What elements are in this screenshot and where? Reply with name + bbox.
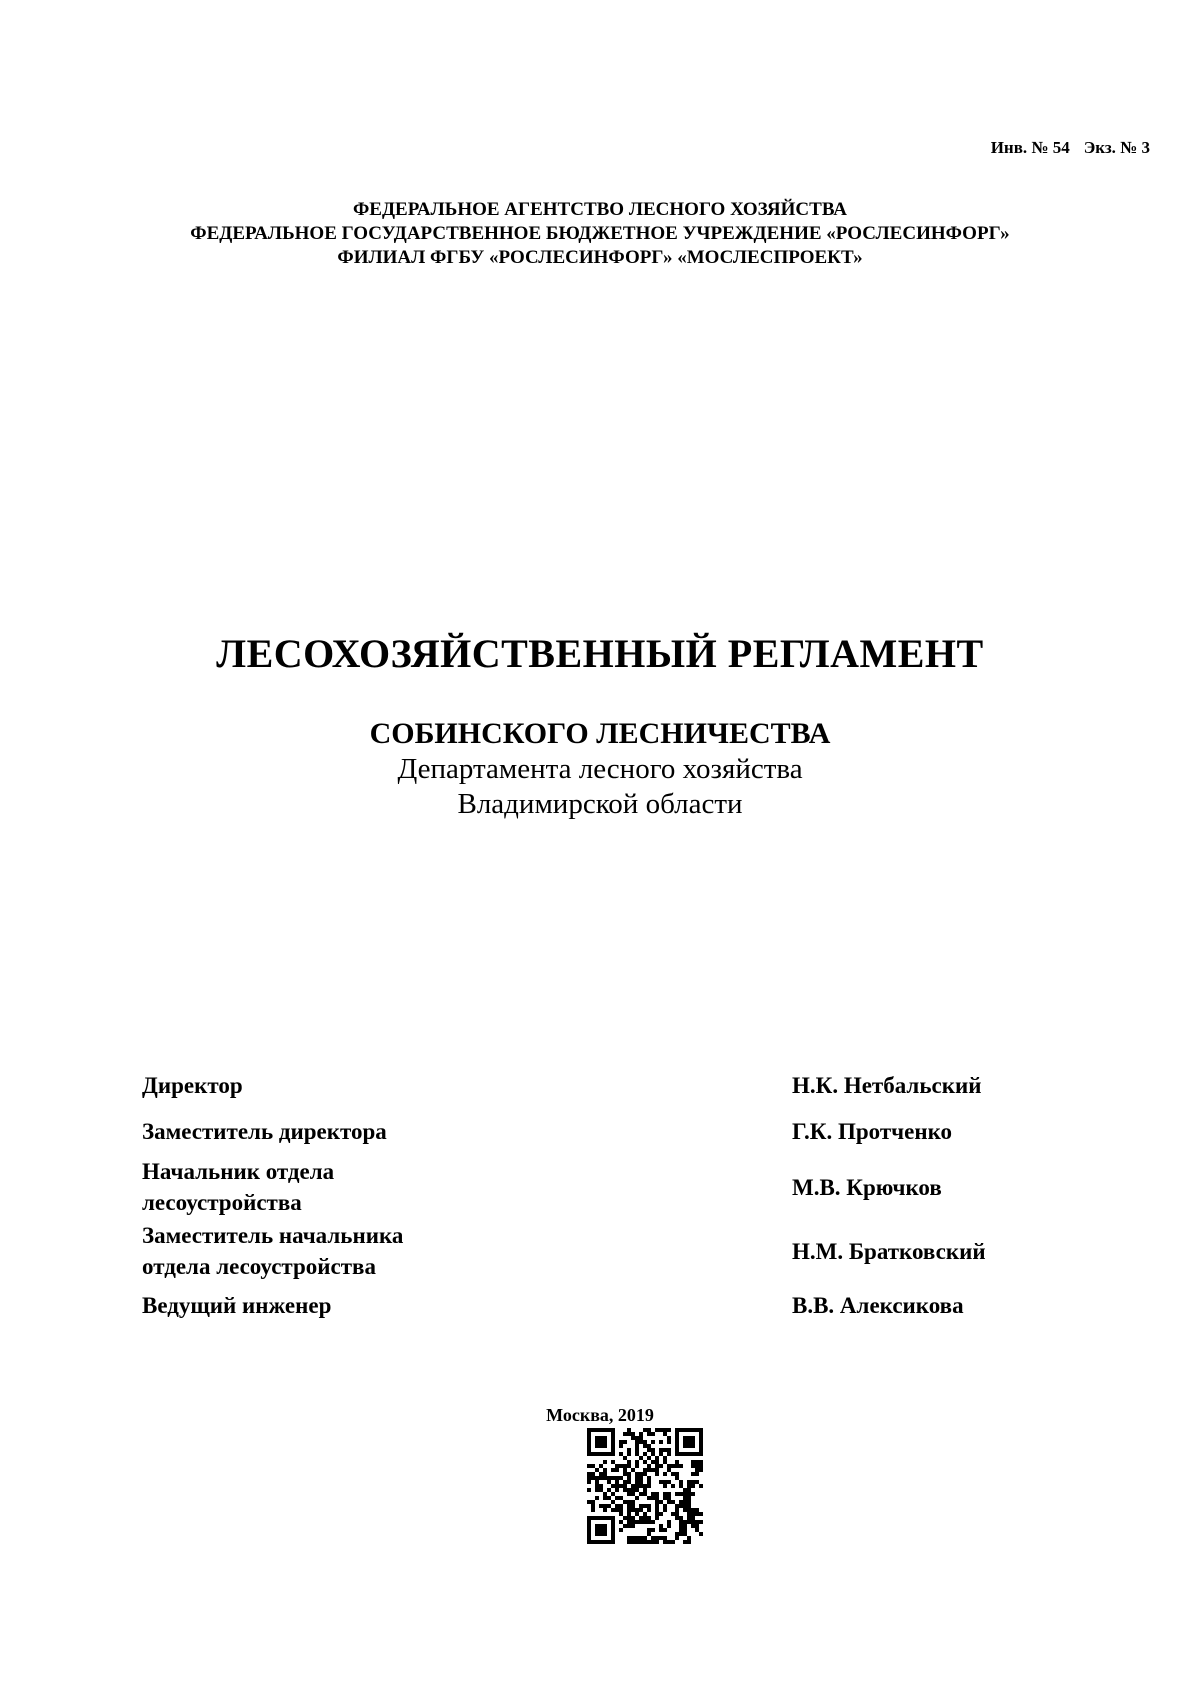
forestry-name: СОБИНСКОГО ЛЕСНИЧЕСТВА (369, 717, 831, 750)
inventory-number (991, 138, 1150, 158)
subtitle-block (0, 716, 1200, 822)
signatory-name: М.В. Крючков (792, 1174, 942, 1200)
signatory-name: Н.К. Нетбальский (792, 1073, 982, 1098)
signatory-role: Начальник отдела лесоустройства (142, 1159, 335, 1215)
organization-block (0, 198, 1200, 270)
document-title: ЛЕСОХОЗЯЙСТВЕННЫЙ РЕГЛАМЕНТ (216, 631, 984, 676)
org-line-1: ФЕДЕРАЛЬНОЕ АГЕНТСТВО ЛЕСНОГО ХОЗЯЙСТВА (352, 199, 848, 220)
signatory-row (142, 1116, 1082, 1147)
signatory-name: В.В. Алексикова (792, 1293, 964, 1318)
copy-label: Экз. № 3 (1083, 138, 1150, 157)
signatory-name: Н.М. Братковский (792, 1238, 986, 1264)
inventory-label: Инв. № 54 (990, 138, 1070, 157)
department-name: Департамента лесного хозяйства (397, 753, 803, 785)
city-year: Москва, 2019 (546, 1405, 654, 1425)
org-line-3: ФИЛИАЛ ФГБУ «РОСЛЕСИНФОРГ» «МОСЛЕСПРОЕКТ» (337, 247, 863, 268)
signatory-row (142, 1156, 1082, 1218)
signatory-row (142, 1290, 1082, 1321)
signatory-row (142, 1070, 1082, 1101)
signatory-name: Г.К. Протченко (792, 1119, 953, 1144)
org-line-2: ФЕДЕРАЛЬНОЕ ГОСУДАРСТВЕННОЕ БЮДЖЕТНОЕ УЧРЕЖДЕНИЕ «РОСЛЕСИНФОРГ» (190, 223, 1010, 244)
qr-code-icon (587, 1428, 703, 1544)
signatory-role: Заместитель директора (142, 1119, 387, 1144)
signatory-row (142, 1220, 1082, 1282)
signatory-role: Ведущий инженер (142, 1293, 332, 1318)
region-name: Владимирской области (457, 788, 743, 820)
signatory-role: Директор (142, 1073, 243, 1098)
signatory-role: Заместитель начальника отдела лесоустройства (142, 1223, 404, 1279)
